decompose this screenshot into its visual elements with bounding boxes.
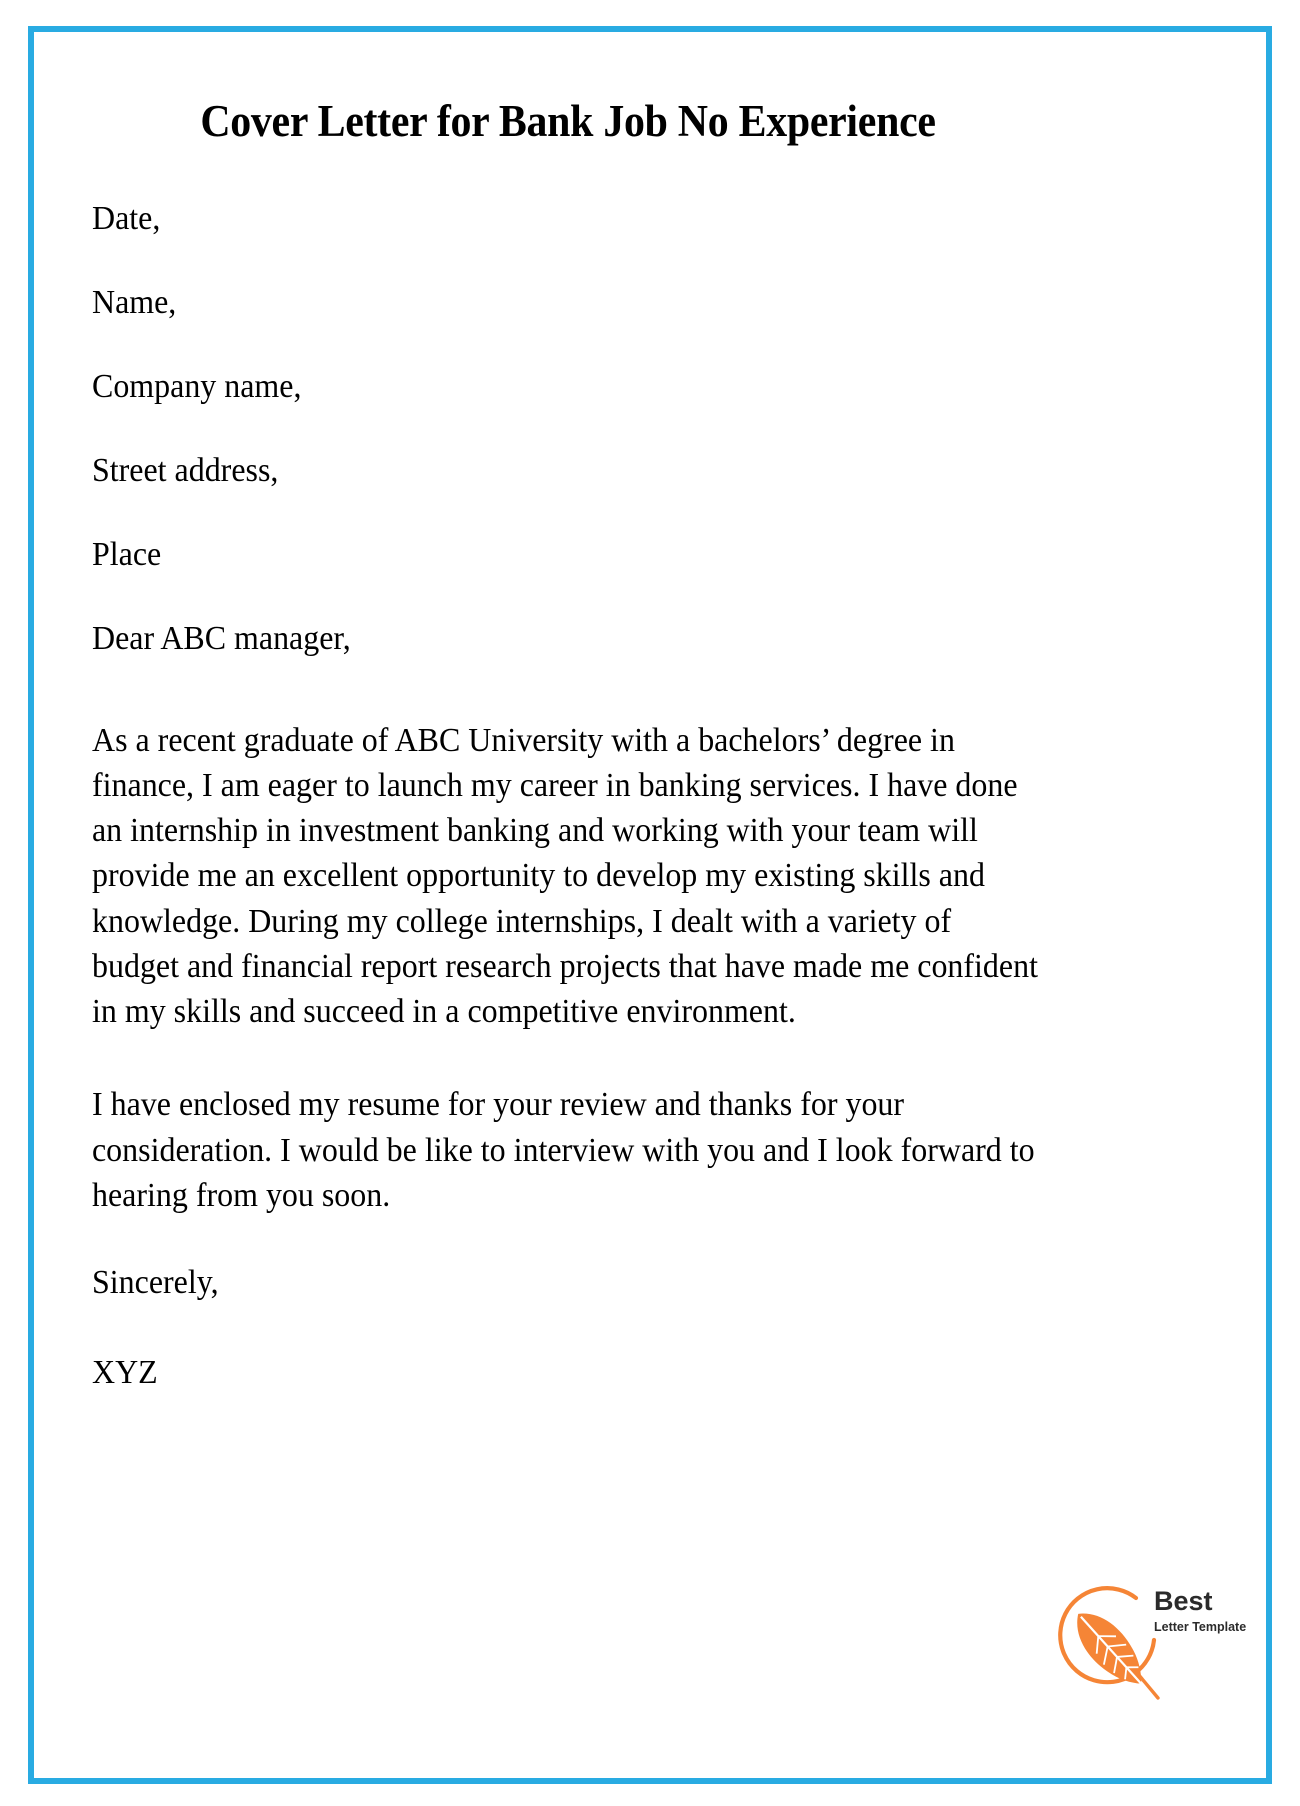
page-title: Cover Letter for Bank Job No Experience: [200, 96, 936, 146]
body-paragraph-2: I have enclosed my resume for your review and thanks for your consideration. I would be like to interview with you and I look forward to hearing from you soon.: [92, 1086, 1035, 1214]
brand-secondary-label: Letter Template: [1154, 1620, 1247, 1634]
address-block: [92, 199, 1044, 573]
feather-quill-icon: [1050, 1586, 1168, 1704]
address-line-name: Name,: [92, 283, 177, 321]
signoff: Sincerely,: [92, 1263, 219, 1301]
brand-primary-label: Best: [1154, 1586, 1213, 1616]
body-paragraph-1: As a recent graduate of ABC University with a bachelors’ degree in finance, I am eager to launch my career in banking services. I have done an internship in investment banking and working with your team will provide me an excellent opportunity to develop my existing skills and knowledge. During my college internships, I dealt with a variety of budget and financial report research projects that have made me confident in my skills and succeed in a competitive environment.: [92, 721, 1038, 1031]
signature-name: XYZ: [92, 1353, 158, 1391]
brand-watermark: [1050, 1576, 1245, 1741]
salutation: Dear ABC manager,: [92, 619, 351, 657]
address-line-date: Date,: [92, 199, 161, 237]
address-line-street: Street address,: [92, 451, 279, 489]
letter-content: [92, 96, 1044, 1390]
address-line-place: Place: [92, 535, 162, 573]
brand-text: [1154, 1588, 1249, 1634]
address-line-company: Company name,: [92, 367, 302, 405]
